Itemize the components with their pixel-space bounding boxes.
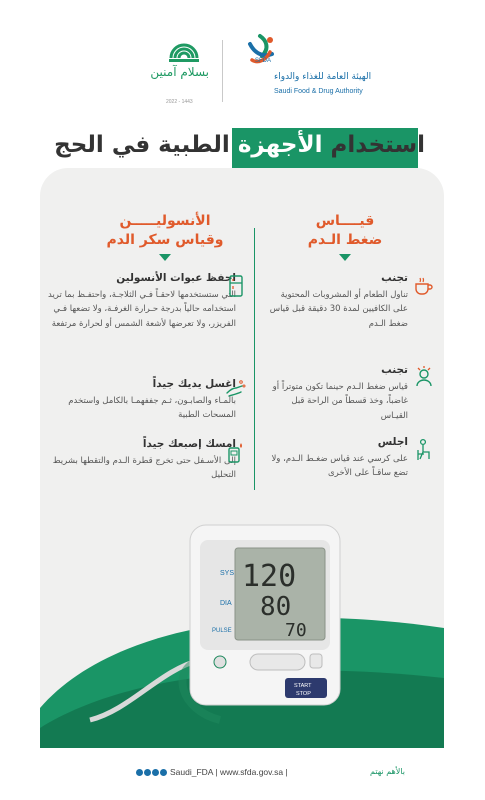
title-highlight: الأجهزة	[237, 132, 323, 158]
insulin-heading-line2: وقياس سكر الدم	[106, 231, 224, 248]
item-title: اغسل يديك جيداً	[152, 378, 236, 390]
twitter-icon	[136, 769, 143, 776]
list-item	[48, 378, 236, 423]
pulse-reading: 70	[285, 620, 307, 641]
footer-separator: |	[215, 767, 218, 777]
campaign-name: بسلام آمنين	[150, 65, 209, 79]
stop-label: STOP	[296, 691, 311, 697]
title-suffix: الطبية في الحج	[54, 132, 238, 158]
campaign-logo-icon	[165, 32, 203, 68]
list-item	[48, 438, 236, 483]
item-text: قياس ضغط الـدم حينما تكون متوتراً أو غاضباً، وخذ قسطاً من الراحة قبل القيـاس	[272, 382, 408, 421]
campaign-years: 2022 - 1443	[166, 99, 193, 105]
column-divider	[254, 228, 255, 490]
blood-pressure-heading-line1: قيــــاس	[315, 213, 375, 229]
item-title: تجنب	[381, 364, 408, 376]
sfda-abbrev: SFDA	[255, 58, 272, 64]
title-banner	[0, 128, 485, 168]
sys-label: SYS	[220, 570, 235, 577]
item-title: تجنب	[381, 272, 408, 284]
snapchat-icon	[160, 769, 167, 776]
header	[0, 0, 485, 130]
sfda-name-arabic: الهيئة العامة للغذاء والدواء	[274, 72, 372, 82]
insulin-heading-line1: الأنسوليـــــن	[119, 213, 211, 229]
instagram-icon	[144, 769, 151, 776]
list-item	[48, 272, 236, 331]
fridge-icon	[224, 274, 248, 298]
blood-pressure-heading	[290, 212, 400, 250]
list-item	[268, 436, 408, 481]
stressed-person-icon	[412, 364, 436, 388]
glucose-meter-icon	[224, 440, 248, 464]
footer-tagline: بالأهم نهتم	[370, 767, 405, 776]
list-item	[268, 272, 408, 331]
dia-reading: 80	[260, 592, 292, 622]
insulin-arrow-icon	[159, 254, 171, 261]
list-item	[268, 364, 408, 423]
footer-separator: |	[285, 767, 288, 777]
title-prefix: استخدام	[322, 132, 425, 158]
item-text: تناول الطعام أو المشروبات المحتوية على الكافيين لمدة 30 دقيقة قبل قياس ضغط الـدم	[269, 290, 408, 329]
item-text: إلى الأسـفل حتى تخرج قطرة الـدم والتقطها بشريط التحليل	[52, 456, 236, 481]
hand-wash-icon	[224, 378, 248, 402]
item-text: بالمـاء والصابـون، ثـم جففهمـا بالكامل واستخدم المسحات الطبية	[68, 396, 236, 421]
insulin-heading	[100, 212, 230, 250]
sys-reading: 120	[242, 559, 297, 594]
item-title: احفظ عبوات الأنسولين	[116, 272, 236, 284]
footer-website[interactable]: www.sfda.gov.sa	[219, 767, 284, 777]
seated-person-icon	[412, 438, 436, 462]
blood-pressure-monitor	[70, 520, 415, 750]
footer	[0, 758, 485, 788]
item-text: التي ستستخدمها لاحقـاً فـي الثلاجـة، واحتفـظ بما تريد استخدامه حالياً بدرجة حـرارة الغرفـة، ولا تضعها فـي الفريزر، ولا تعرضها لأشعة الشمس أو لحرارة مرتفعة	[47, 290, 236, 329]
footer-handle[interactable]: Saudi_FDA	[170, 767, 213, 777]
dia-label: DIA	[220, 600, 232, 607]
pulse-label: PULSE	[212, 628, 232, 634]
item-text: على كرسي عند قياس ضغـط الـدم، ولا تضع ساقـاً على الأخرى	[271, 454, 408, 479]
sfda-name-english: Saudi Food & Drug Authority	[274, 88, 363, 95]
coffee-cup-icon	[412, 274, 436, 298]
blood-pressure-arrow-icon	[339, 254, 351, 261]
page-title	[54, 132, 425, 158]
item-title: امسك إصبعك جيداً	[142, 438, 236, 450]
logo-divider	[222, 40, 223, 102]
item-title: اجلس	[377, 436, 408, 448]
footer-links	[170, 767, 288, 777]
blood-pressure-heading-line2: ضغط الـدم	[307, 231, 383, 248]
start-label: START	[294, 683, 312, 689]
youtube-icon	[152, 769, 159, 776]
